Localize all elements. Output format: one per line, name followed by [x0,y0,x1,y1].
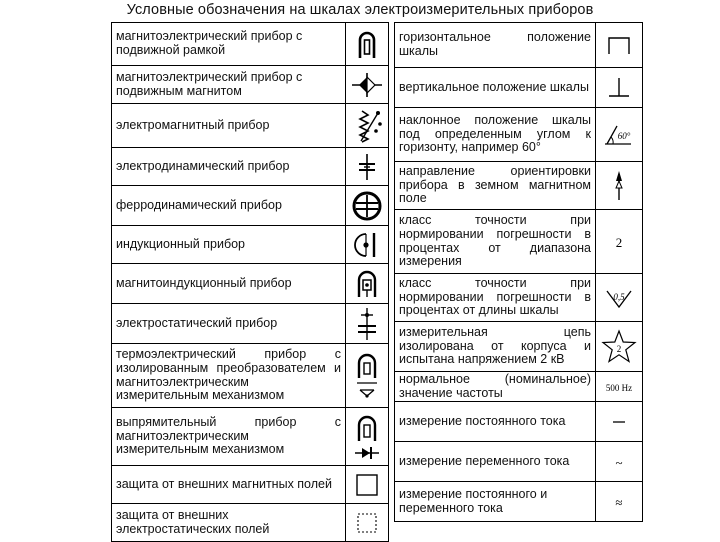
description-cell: направление ориентировки прибора в земном магнитном поле [395,162,596,210]
table-row [395,402,643,442]
description-cell: измерительная цепь изолирована от корпуса и испытана напряжением 2 кВ [395,322,596,372]
description-cell: вертикальное положение шкалы [395,68,596,108]
symbol-cell [346,344,389,408]
horizontal-position-icon [603,32,635,58]
description-cell: наклонное положение шкалы под определенным углом к горизонту, например 60° [395,108,596,162]
description-cell: электродинамический прибор [112,148,346,186]
ferrodynamic-icon [350,189,384,223]
symbol-cell [346,186,389,226]
description-cell: выпрямительный прибор с магнитоэлектрическим измерительным механизмом [112,408,346,466]
dc-ac-symbol: ≈ [615,494,623,510]
description-cell: магнитоэлектрический прибор с подвижным магнитом [112,66,346,104]
electrostatic-shield-icon [352,508,382,538]
moving-magnet-icon [350,70,384,100]
table-row [112,148,389,186]
description-cell: измерение постоянного и переменного тока [395,482,596,522]
table-row [395,372,643,402]
symbol-cell [346,466,389,504]
thermoelectric-icon [352,352,382,400]
symbol-cell [346,104,389,148]
electrostatic-icon [352,306,382,342]
description-cell: класс точности при нормировании погрешности в процентах от диапазона измерения [395,210,596,274]
symbol-cell [596,162,643,210]
table-row [395,210,643,274]
symbol-cell [596,210,643,274]
dc-ac-icon [604,490,634,514]
symbol-cell [596,442,643,482]
description-cell: измерение постоянного тока [395,402,596,442]
symbol-cell [346,226,389,264]
description-cell: магнитоиндукционный прибор [112,264,346,304]
left-symbols-table [111,22,389,542]
induction-icon [352,230,382,260]
description-cell: защита от внешних магнитных полей [112,466,346,504]
description-cell: электромагнитный прибор [112,104,346,148]
symbol-cell [596,68,643,108]
symbol-cell [596,23,643,68]
symbol-cell [346,66,389,104]
table-row [112,304,389,344]
symbol-cell [346,408,389,466]
description-cell: индукционный прибор [112,226,346,264]
page-title: Условные обозначения на шкалах электроизмерительных приборов [126,2,594,18]
table-row [395,274,643,322]
description-cell: электростатический прибор [112,304,346,344]
table-row [395,162,643,210]
symbol-cell [346,304,389,344]
table-row [395,442,643,482]
insulation-star-icon [601,329,637,365]
magnetoinduction-icon [352,267,382,301]
test-voltage-label: 2 [616,343,622,354]
magnetic-shield-icon [352,470,382,500]
vertical-position-icon [603,74,635,102]
symbol-cell [346,23,389,66]
description-cell: горизонтальное положение шкалы [395,23,596,68]
table-row [395,68,643,108]
description-cell: магнитоэлектрический прибор с подвижной рамкой [112,23,346,66]
symbol-cell [596,402,643,442]
table-row [395,23,643,68]
table-row [112,344,389,408]
table-row [112,66,389,104]
symbol-cell [346,264,389,304]
accuracy-scale-length-icon [602,283,636,313]
moving-coil-icon [352,26,382,62]
description-cell: защита от внешних электростатических полей [112,504,346,542]
frequency-icon [597,377,641,397]
accuracy-class-label: 0,5 [613,291,625,302]
description-cell: ферродинамический прибор [112,186,346,226]
table-row [395,482,643,522]
inclined-position-icon [601,120,637,150]
angle-label: 60° [617,130,631,141]
description-cell: термоэлектрический прибор с изолированным преобразователем и магнитоэлектрическим измерительным механизмом [112,344,346,408]
symbol-cell [596,274,643,322]
symbol-cell [346,148,389,186]
ac-symbol: ~ [615,454,623,470]
description-cell: измерение переменного тока [395,442,596,482]
frequency-label: 500 Hz [605,382,633,393]
symbol-cell [346,504,389,542]
description-cell: класс точности при нормировании погрешности в процентах от длины шкалы [395,274,596,322]
ac-icon [604,450,634,474]
table-row [112,408,389,466]
accuracy-range-icon [604,227,634,257]
description-cell: нормальное (номинальное) значение частоты [395,372,596,402]
dc-icon [604,410,634,434]
table-row [112,226,389,264]
symbol-cell [596,322,643,372]
table-row [395,322,643,372]
accuracy-class-label: 2 [615,234,623,250]
orientation-arrow-icon [604,168,634,204]
table-row [112,104,389,148]
symbol-cell [596,108,643,162]
table-row [112,504,389,542]
rectifier-icon [352,413,382,461]
table-row [112,23,389,66]
electromagnetic-icon [350,107,384,145]
symbol-cell [596,372,643,402]
electrodynamic-icon [352,151,382,183]
symbol-cell [596,482,643,522]
table-row [112,466,389,504]
table-row [112,186,389,226]
table-row [112,264,389,304]
right-symbols-table [394,22,643,522]
table-row [395,108,643,162]
